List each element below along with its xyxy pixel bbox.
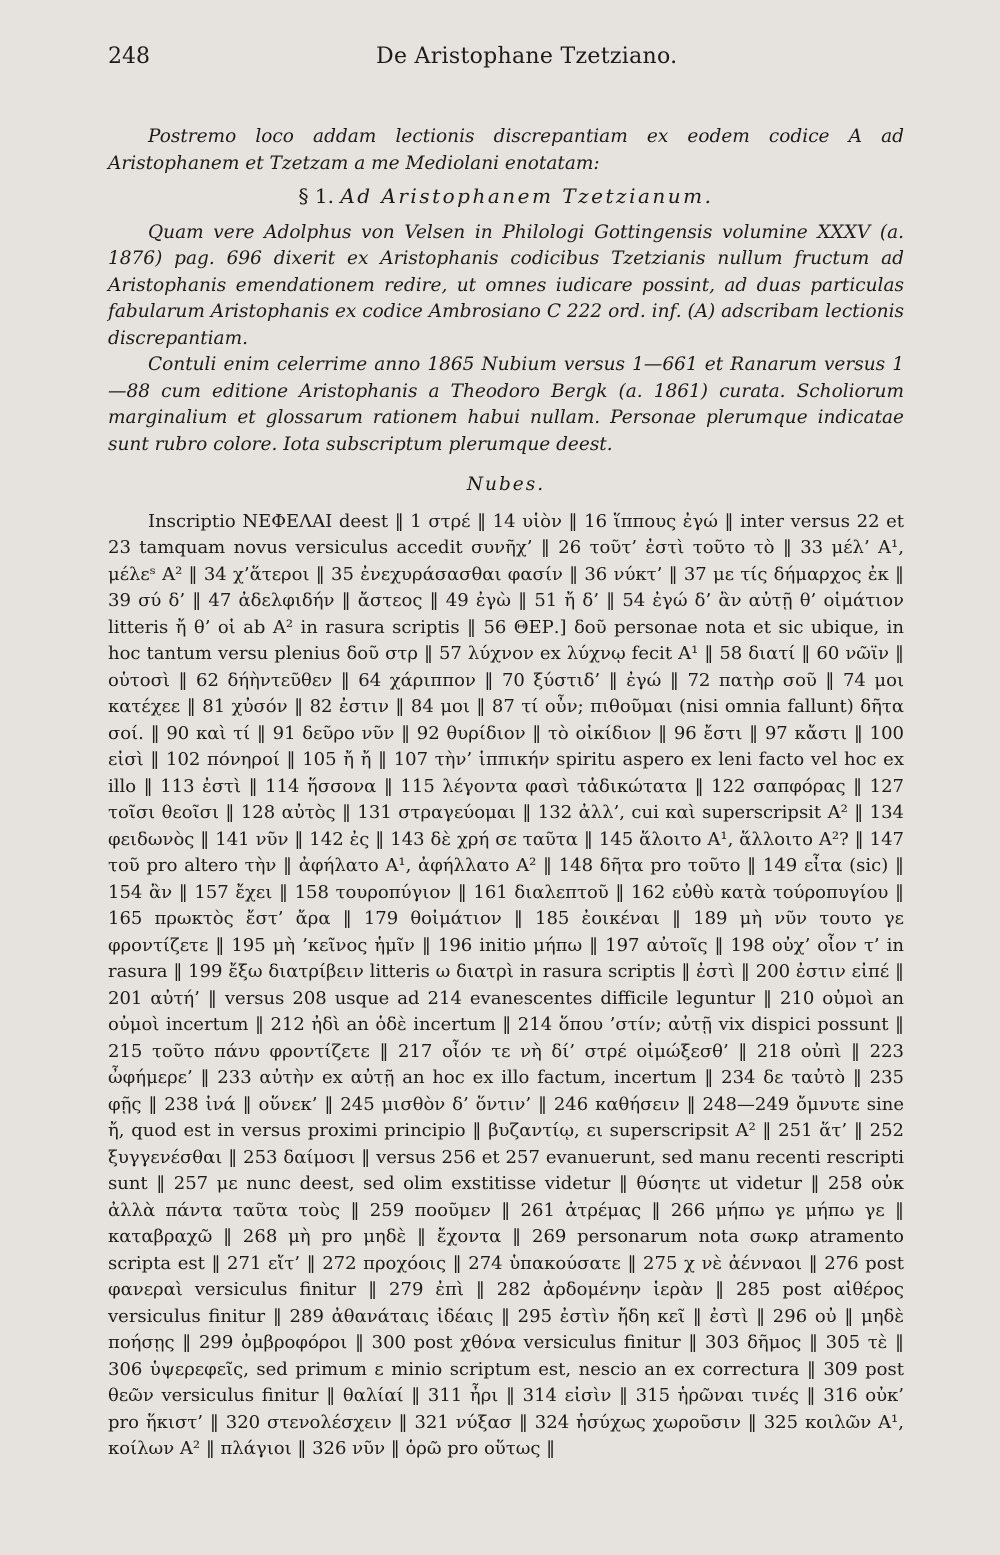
page-header	[108, 44, 928, 76]
page-number: 248	[108, 44, 150, 69]
critical-apparatus: Inscriptio ΝΕΦΕΛΑΙ deest ‖ 1 στρέ ‖ 14 υἱὸν ‖ 16 ἵππους ἐγώ ‖ inter versus 22 et 23 tamquam novus versiculus accedit συνῆχ’ ‖ 26 τοῦτ’ ἐστὶ τοῦτο τὸ ‖ 33 μέλ’ A¹, μέλεˢ A² ‖ 34 χ’ἅτεροι ‖ 35 ἐνεχυράσασθαι φασίν ‖ 36 νύκτ’ ‖ 37 με τίς δήμαρχος ἐκ ‖ 39 σύ δ’ ‖ 47 ἀδελφιδήν ‖ ἄστεος ‖ 49 ἐγὼ ‖ 51 ἤ δ’ ‖ 54 ἐγώ δ’ ἂν αὐτῇ θ’ οἱμάτιον litteris ἤ θ’ οἱ ab A² in rasura scriptis ‖ 56 ΘΕΡ.] δοῦ personae nota et sic ubique, in hoc tantum versu plenius δοῦ στρ ‖ 57 λύχνον ex λύχνῳ fecit A¹ ‖ 58 διατί ‖ 60 νῶϊν ‖ οὑτοσὶ ‖ 62 δήὴντεῦθεν ‖ 64 χάριππον ‖ 70 ξύστιδ’ ‖ ἐγώ ‖ 72 πατὴρ σοῦ ‖ 74 μοι κατέχεε ‖ 81 χὐσόν ‖ 82 ἐστιν ‖ 84 μοι ‖ 87 τί οὖν; πιθοῦμαι (nisi omnia fallunt) δῆτα σοί. ‖ 90 καὶ τί ‖ 91 δεῦρο νῦν ‖ 92 θυρίδιον ‖ τὸ οἰκίδιον ‖ 96 ἔστι ‖ 97 κἄστι ‖ 100 εἰσὶ ‖ 102 πόνηροί ‖ 105 ἤ ἤ ‖ 107 τὴν’ ἱππικήν spiritu aspero ex leni facto vel hoc ex illo ‖ 113 ἐστὶ ‖ 114 ἥσσονα ‖ 115 λέγοντα φασὶ τἀδικώτατα ‖ 122 σαπφόρας ‖ 127 τοῖσι θεοῖσι ‖ 128 αὐτὸς ‖ 131 στραγεύομαι ‖ 132 ἀλλ’, cui καὶ superscripsit A² ‖ 134 φειδωνὸς ‖ 141 νῦν ‖ 142 ἐς ‖ 143 δὲ χρή σε ταῦτα ‖ 145 ἅλοιτο A¹, ἅλλοιτο A²? ‖ 147 τοῦ pro altero τὴν ‖ ἀφήλατο A¹, ἀφήλλατο A² ‖ 148 δῆτα pro τοῦτο ‖ 149 εἶτα (sic) ‖ 154 ἂν ‖ 157 ἔχει ‖ 158 τουροπύγιον ‖ 161 διαλεπτοῦ ‖ 162 εὐθὺ κατὰ τούροπυγίου ‖ 165 πρωκτὸς ἔστ’ ἄρα ‖ 179 θοἰμάτιον ‖ 185 ἐοικέναι ‖ 189 μὴ νῦν τουτο γε φροντίζετε ‖ 195 μὴ ’κεῖνος ἡμῖν ‖ 196 initio μήπω ‖ 197 αὐτοῖς ‖ 198 οὐχ’ οἶον τ’ in rasura ‖ 199 ἔξω διατρίβειν litteris ω διατρὶ in rasura scriptis ‖ ἐστὶ ‖ 200 ἐστιν εἰπέ ‖ 201 αὐτή’ ‖ versus 208 usque ad 214 evanescentes difficile leguntur ‖ 210 οὐμοὶ an οὐμοὶ incertum ‖ 212 ἠδὶ an ὁδὲ incertum ‖ 214 ὅπου ’στίν; αὐτῇ vix dispici possunt ‖ 215 τοῦτο πάνυ φροντίζετε ‖ 217 οἶόν τε νὴ δί’ στρέ οἰμώξεσθ’ ‖ 218 οὐπὶ ‖ 223 ὦφήμερε’ ‖ 233 αὐτὴν ex αὐτῇ an hoc ex illo factum, incertum ‖ 234 δε ταὐτὸ ‖ 235 φῇς ‖ 238 ἱνά ‖ οὕνεκ’ ‖ 245 μισθὸν δ’ ὅντιν’ ‖ 246 καθήσειν ‖ 248—249 ὄμνυτε sine ἤ, quod est in versus proximi principio ‖ βυζαντίῳ, ει superscripsit A² ‖ 251 ἅτ’ ‖ 252 ξυγγενέσθαι ‖ 253 δαίμοσι ‖ versus 256 et 257 evanuerunt, sed manu recenti rescripti sunt ‖ 257 με nunc deest, sed olim exstitisse videtur ‖ θύσητε ut videtur ‖ 258 οὐκ ἀλλὰ πάντα ταῦτα τοὺς ‖ 259 ποοῦμεν ‖ 261 ἀτρέμας ‖ 266 μήπω γε μήπω γε ‖ καταβραχῶ ‖ 268 μὴ pro μηδὲ ‖ ἔχοντα ‖ 269 personarum nota σωκρ atramento scripta est ‖ 271 εἴτ’ ‖ 272 προχόοις ‖ 274 ὑπακούσατε ‖ 275 χ νὲ ἀένναοι ‖ 276 post φανεραὶ versiculus finitur ‖ 279 ἐπὶ ‖ 282 ἀρδομένην ἱερὰν ‖ 285 post αἰθέρος versiculus finitur ‖ 289 ἀθανάταις ἰδέαις ‖ 295 ἐστὶν ἤδη κεῖ ‖ ἐστὶ ‖ 296 οὐ ‖ μηδὲ ποήσῃς ‖ 299 ὀμβροφόροι ‖ 300 post χθόνα versiculus finitur ‖ 303 δῆμος ‖ 305 τὲ ‖ 306 ὑψερεφεῖς, sed primum ε minio scriptum est, nescio an ex correctura ‖ 309 post θεῶν versiculus finitur ‖ θαλίαί ‖ 311 ἦρι ‖ 314 εἰσὶν ‖ 315 ἡρῶναι τινές ‖ 316 οὐκ’ pro ἥκιστ’ ‖ 320 στενολέσχειν ‖ 321 νύξασ ‖ 324 ἡσύχως χωροῦσιν ‖ 325 κοιλῶν A¹, κοίλων A² ‖ πλάγιοι ‖ 326 νῦν ‖ ὁρῶ pro οὕτως ‖	[108, 510, 904, 1459]
paragraph-collation: Contuli enim celerrime anno 1865 Nubium versus 1—661 et Ranarum versus 1—88 cum editione Aristophanis a Theodoro Bergk (a. 1861) curata. Scholiorum marginalium et glossarum rationem habui nullam. Personae plerumque indicatae sunt rubro colore. Iota subscriptum plerumque deest.	[108, 354, 904, 455]
intro-paragraph: Postremo loco addam lectionis discrepantiam ex eodem codice A ad Aristophanem et Tzetzam a me Mediolani enotatam:	[108, 126, 904, 174]
page-body	[108, 124, 904, 1463]
nubes-heading: Nubes.	[466, 474, 546, 495]
running-title: De Aristophane Tzetziano.	[376, 44, 678, 69]
section-heading	[108, 183, 904, 210]
section-number: § 1.	[298, 184, 334, 208]
section-title: Ad Aristophanem Tzetzianum.	[340, 184, 714, 208]
paragraph-velsen: Quam vere Adolphus von Velsen in Philologi Gottingensis volumine XXXV (a. 1876) pag. 696 dixerit ex Aristophanis codicibus Tzetzianis nullum fructum ad Aristophanis emendationem redire, ut omnes iudicare possint, ad duas particulas fabularum Aristophanis ex codice Ambrosiano C 222 ord. inf. (A) adscribam lectionis discrepantiam.	[108, 221, 904, 349]
